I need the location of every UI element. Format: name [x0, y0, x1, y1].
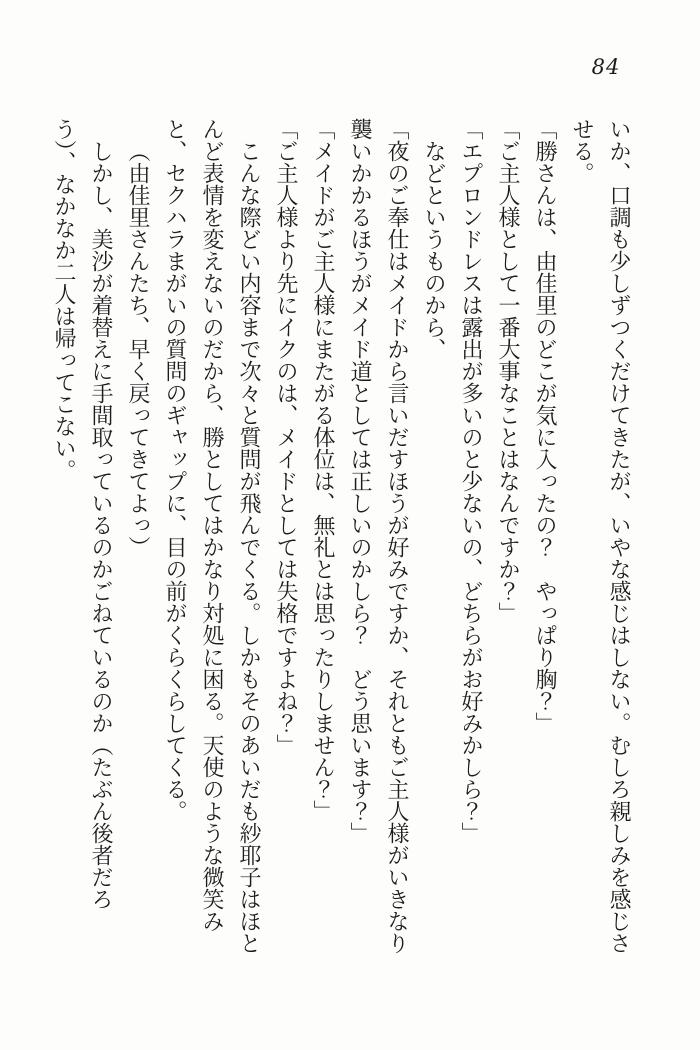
- body-text: [43, 118, 637, 958]
- paragraph: いか、口調も少しずつくだけてきたが、いやな感じはしない。むしろ親しみを感じさせる。: [569, 118, 631, 954]
- paragraph-dialogue: 「ご主人様より先にイクのは、メイドとしては失格ですよね？」: [273, 118, 298, 756]
- paragraph: しかし、美沙が着替えに手間取っているのかごねているのか（たぶん後者だろう）、なかなか二人は帰ってこない。: [51, 118, 113, 910]
- paragraph-dialogue: 「ご主人様として一番大事なことはなんですか？」: [495, 118, 520, 624]
- paragraph-dialogue: 「エプロンドレスは露出が多いのと少ないの、どちらがお好みかしら？」: [458, 118, 483, 844]
- paragraph: こんな際どい内容まで次々と質問が飛んでくる。しかもそのあいだも紗耶子はほとんど表情を変えないのだから、勝としてはかなり対処に困る。天使のような微笑みと、セクハラまがいの質問のギャップに、目の前がくらくらしてくる。: [162, 118, 261, 954]
- paragraph-dialogue: 「夜のご奉仕はメイドから言いだすほうが好みですか、それともご主人様がいきなり襲いかかるほうがメイド道としては正しいのかしら？ どう思います？」: [347, 118, 409, 954]
- paragraph: などというものから、: [421, 140, 446, 360]
- page-number: 84: [591, 55, 621, 79]
- paragraph-thought: （由佳里さんたち、早く戻ってきてよっ）: [125, 140, 150, 558]
- paragraph-dialogue: 「勝さんは、由佳里のどこが気に入ったの？ やっぱり胸？」: [532, 118, 557, 734]
- paragraph-dialogue: 「メイドがご主人様にまたがる体位は、無礼とは思ったりしません？」: [310, 118, 335, 822]
